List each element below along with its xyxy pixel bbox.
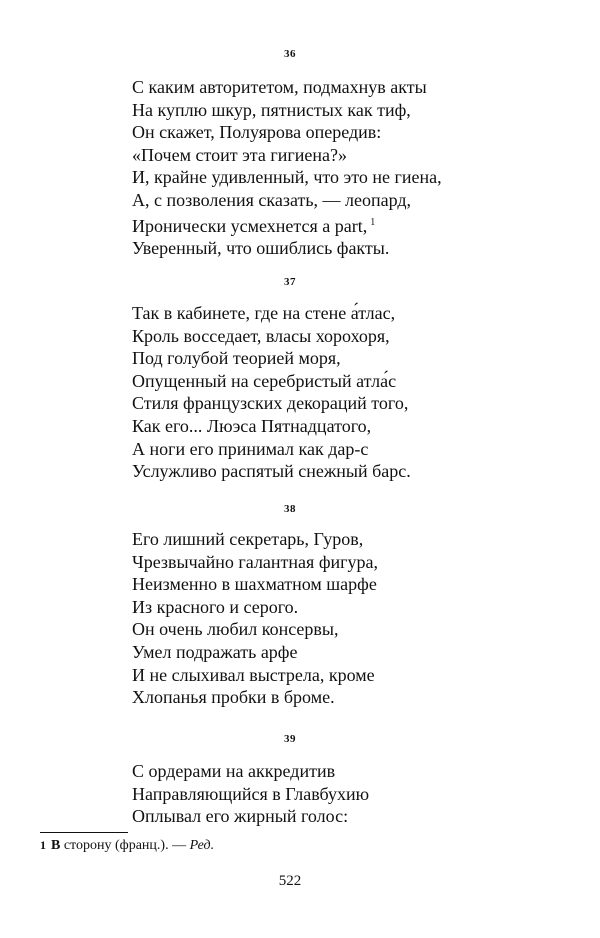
stanza-38 bbox=[132, 528, 572, 709]
stanza-number-39: 39 bbox=[284, 733, 296, 745]
verse-line: Под голубой теорией моря, bbox=[132, 348, 341, 369]
verse-line: Так в кабинете, где на стене а́тлас, bbox=[132, 303, 396, 323]
verse-line: Из красного и серого. bbox=[132, 596, 299, 617]
verse-line: На куплю шкур, пятнистых как тиф, bbox=[132, 99, 411, 120]
verse-line: Кроль восседает, власы хорохоря, bbox=[132, 325, 390, 346]
verse-line: Опущенный на серебристый атла́с bbox=[132, 370, 397, 391]
footnote-bold-letter: В bbox=[51, 838, 61, 853]
footnote-marker: 1 bbox=[40, 838, 46, 852]
stanza-number-37: 37 bbox=[284, 276, 296, 288]
verse-line: Чрезвычайно галантная фигура, bbox=[132, 551, 378, 572]
page-number: 522 bbox=[278, 873, 302, 889]
verse-line-with-footnote bbox=[132, 212, 572, 238]
footnote bbox=[40, 838, 214, 854]
stanza-37 bbox=[132, 302, 572, 483]
verse-line: Хлопанья пробки в броме. bbox=[132, 687, 335, 708]
stanza-39 bbox=[132, 760, 572, 828]
verse-line: А ноги его принимал как дар-с bbox=[132, 438, 369, 459]
stanza-number-36: 36 bbox=[284, 48, 296, 60]
verse-line: Он скажет, Полуярова опередив: bbox=[132, 122, 382, 143]
footnote-text: сторону (франц.). — bbox=[60, 838, 190, 853]
verse-line: Услужливо распятый снежный барс. bbox=[132, 461, 411, 482]
verse-line: И, крайне удивленный, что это не гиена, bbox=[132, 167, 442, 188]
verse-line-text: Иронически усмехнется а part, bbox=[132, 215, 368, 236]
verse-line: Направляющийся в Главбухию bbox=[132, 783, 370, 804]
verse-line: «Почем стоит эта гигиена?» bbox=[132, 144, 348, 165]
verse-line: С ордерами на аккредитив bbox=[132, 761, 336, 781]
verse-line: Оплывал его жирный голос: bbox=[132, 806, 349, 827]
verse-line: А, с позволения сказать, — леопард, bbox=[132, 189, 412, 210]
verse-line: Умел подражать арфе bbox=[132, 641, 298, 662]
verse-line: Его лишний секретарь, Гуров, bbox=[132, 529, 364, 549]
verse-line: С каким авторитетом, подмахнув акты bbox=[132, 77, 427, 97]
footnote-reference: 1 bbox=[370, 216, 376, 228]
verse-line: Неизменно в шахматном шарфе bbox=[132, 574, 377, 595]
stanza-36 bbox=[132, 76, 572, 260]
footnote-divider bbox=[40, 832, 128, 833]
verse-line: И не слыхивал выстрела, кроме bbox=[132, 664, 375, 685]
stanza-number-38: 38 bbox=[284, 503, 296, 515]
verse-line: Как его... Люэса Пятнадцатого, bbox=[132, 415, 372, 436]
verse-line: Уверенный, что ошиблись факты. bbox=[132, 238, 390, 259]
footnote-editor-note: Ред. bbox=[189, 838, 215, 853]
verse-line: Он очень любил консервы, bbox=[132, 619, 339, 640]
verse-line: Стиля французских декораций того, bbox=[132, 393, 409, 414]
